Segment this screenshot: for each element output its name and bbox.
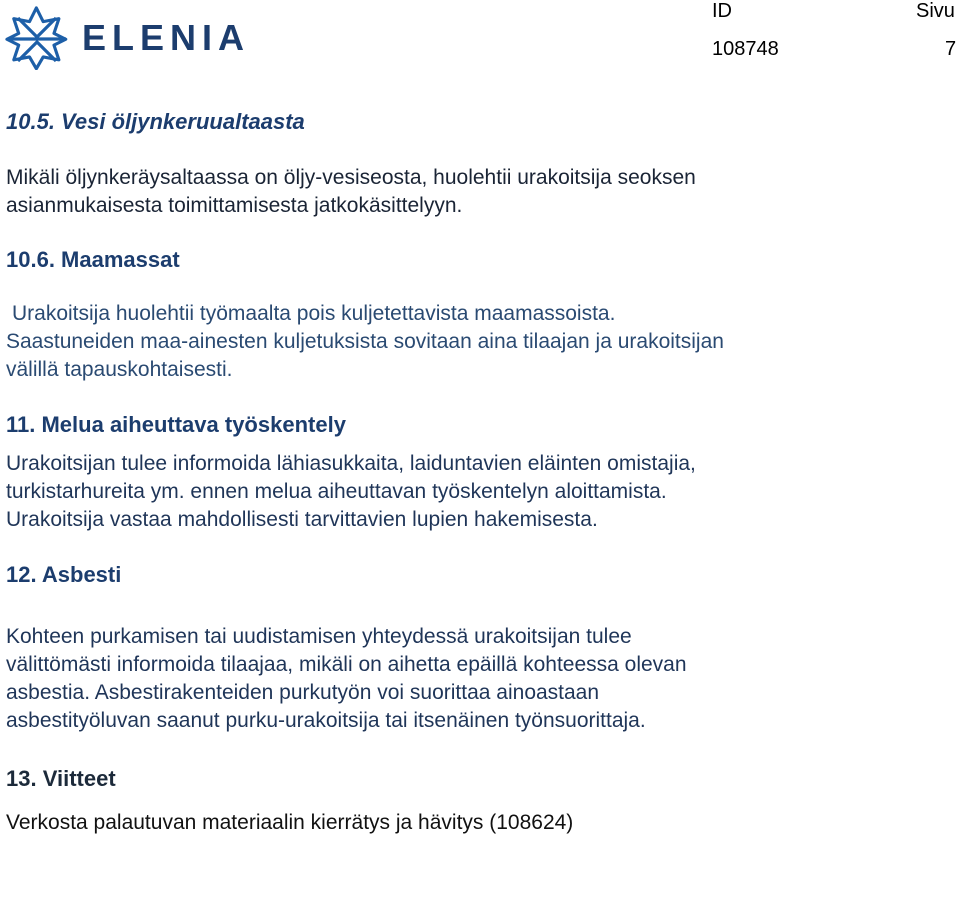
document-body <box>6 108 956 837</box>
section-11-line-2: turkistarhureita ym. ennen melua aiheuttavan työskentelyn aloittamista. <box>6 480 667 503</box>
section-10-6-line-1: Urakoitsija huolehtii työmaalta pois kuljetettavista maamassoista. <box>12 302 616 325</box>
section-10-5-line-2: asianmukaisesta toimittamisesta jatkokäsittelyyn. <box>6 194 463 217</box>
section-heading-12: 12. Asbesti <box>6 562 122 587</box>
header-id-value: 108748 <box>712 38 779 60</box>
section-11-line-3: Urakoitsija vastaa mahdollisesti tarvittavien lupien hakemisesta. <box>6 508 598 531</box>
section-heading-10-5: 10.5. Vesi öljynkeruualtaasta <box>6 109 305 134</box>
elenia-logo <box>4 4 252 70</box>
elenia-logo-icon <box>7 8 66 69</box>
section-10-6-line-2: Saastuneiden maa-ainesten kuljetuksista sovitaan aina tilaajan ja urakoitsijan <box>6 330 724 353</box>
section-12-line-2: välittömästi informoida tilaajaa, mikäli on aihetta epäillä kohteessa olevan <box>6 653 687 676</box>
section-heading-10-6: 10.6. Maamassat <box>6 247 180 272</box>
section-12-line-3: asbestia. Asbestirakenteiden purkutyön voi suorittaa ainoastaan <box>6 681 600 704</box>
section-12-line-4: asbestityöluvan saanut purku-urakoitsija tai itsenäinen työnsuorittaja. <box>6 709 646 732</box>
section-13-line-1: Verkosta palautuvan materiaalin kierrätys ja hävitys (108624) <box>6 811 574 834</box>
section-11-line-1: Urakoitsijan tulee informoida lähiasukkaita, laiduntavien eläinten omistajia, <box>6 452 696 475</box>
section-heading-13: 13. Viitteet <box>6 766 116 791</box>
header-id-label: ID <box>712 0 732 22</box>
section-10-5-line-1: Mikäli öljynkeräysaltaassa on öljy-vesiseosta, huolehtii urakoitsija seoksen <box>6 166 696 189</box>
section-heading-11: 11. Melua aiheuttava työskentely <box>6 412 346 437</box>
header-page-value: 7 <box>945 38 957 60</box>
section-10-6-line-3: välillä tapauskohtaisesti. <box>6 358 233 381</box>
section-12-line-1: Kohteen purkamisen tai uudistamisen yhteydessä urakoitsijan tulee <box>6 625 632 648</box>
elenia-logo-text: ELENIA <box>82 17 251 58</box>
header-page-label: Sivu <box>916 0 955 22</box>
